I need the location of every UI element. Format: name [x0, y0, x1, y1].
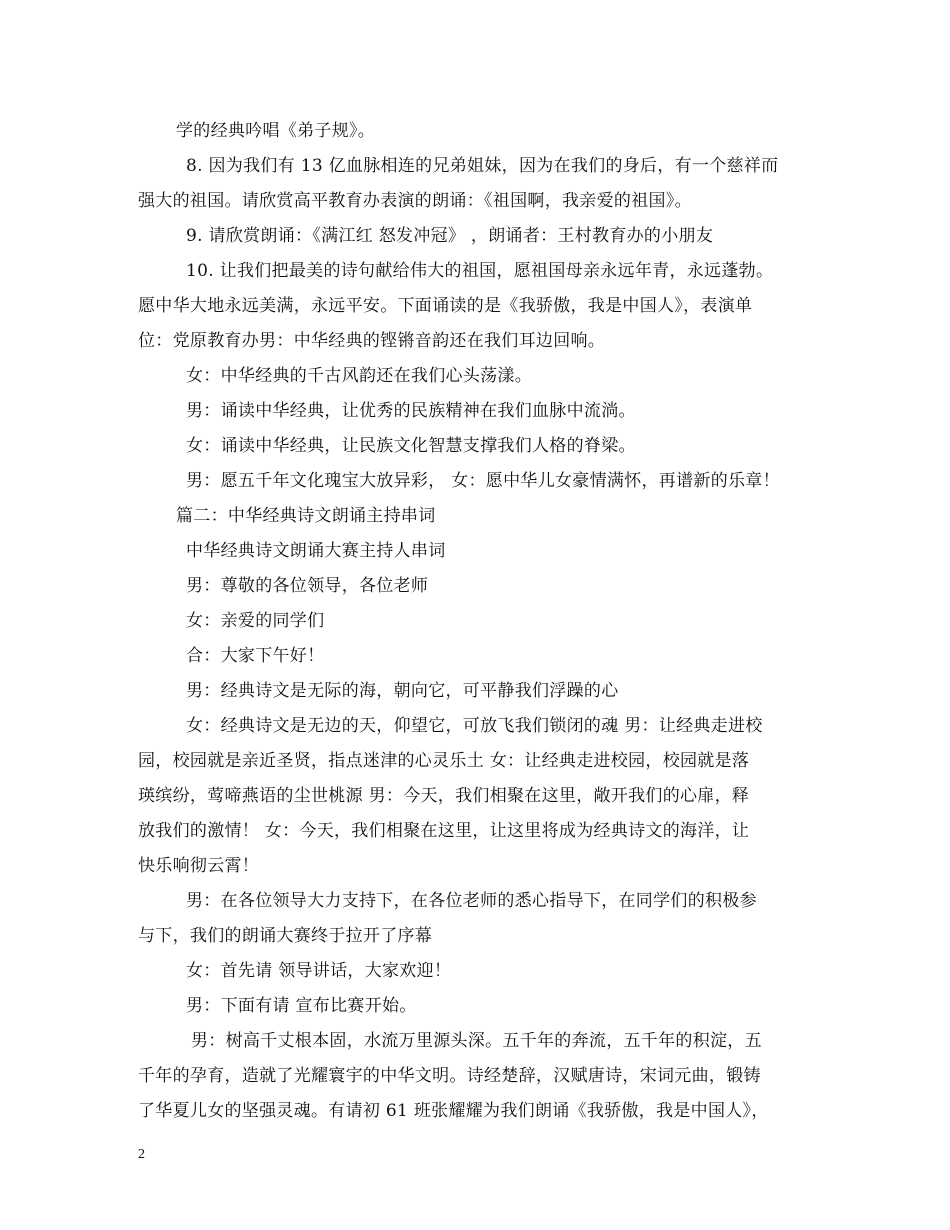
text-line: 男：诵读中华经典，让优秀的民族精神在我们血脉中流淌。	[186, 401, 636, 421]
text-line: 男：愿五千年文化瑰宝大放异彩， 女：愿中华儿女豪情满怀，再谱新的乐章！	[186, 471, 780, 491]
document-title: 中华经典诗文朗诵大赛主持人串词	[186, 541, 446, 561]
text-line: 女：中华经典的千古风韵还在我们心头荡漾。	[186, 366, 532, 386]
page-number: 2	[138, 1147, 145, 1162]
text-line: 8. 因为我们有 13 亿血脉相连的兄弟姐妹，因为在我们的身后，有一个慈祥而	[186, 156, 779, 176]
text-line: 9. 请欣赏朗诵：《满江红 怒发冲冠》 ，朗诵者：王村教育办的小朋友	[186, 226, 714, 246]
text-line: 千年的孕育，造就了光耀寰宇的中华文明。诗经楚辞，汉赋唐诗，宋词元曲，锻铸	[138, 1066, 761, 1086]
text-line: 男：下面有请 宣布比赛开始。	[186, 996, 417, 1016]
text-line: 男：尊敬的各位领导，各位老师	[186, 576, 429, 596]
text-line: 放我们的激情！ 女：今天，我们相聚在这里，让这里将成为经典诗文的海洋，让	[138, 821, 750, 841]
text-line: 女：经典诗文是无边的天，仰望它，可放飞我们锁闭的魂 男：让经典走进校	[186, 716, 763, 736]
text-line: 女：首先请 领导讲话，大家欢迎！	[186, 961, 452, 981]
text-line: 位：党原教育办男：中华经典的铿锵音韵还在我们耳边回响。	[138, 331, 606, 351]
text-line: 男：在各位领导大力支持下，在各位老师的悉心指导下，在同学们的积极参	[186, 891, 757, 911]
text-line: 瑛缤纷，莺啼燕语的尘世桃源 男：今天，我们相聚在这里，敞开我们的心扉，释	[138, 786, 750, 806]
text-line: 强大的祖国。请欣赏高平教育办表演的朗诵：《祖国啊，我亲爱的祖国》。	[138, 191, 692, 211]
text-line: 男：经典诗文是无际的海，朝向它，可平静我们浮躁的心	[186, 681, 619, 701]
text-line: 与下，我们的朗诵大赛终于拉开了序幕	[138, 926, 433, 946]
text-line: 男：树高千丈根本固，水流万里源头深。五千年的奔流，五千年的积淀，五	[191, 1031, 762, 1051]
text-line: 了华夏儿女的坚强灵魂。有请初 61 班张耀耀为我们朗诵《我骄傲，我是中国人》，	[138, 1101, 769, 1121]
text-line: 合：大家下午好！	[186, 646, 325, 666]
text-line: 快乐响彻云霄！	[138, 856, 260, 876]
section-heading: 篇二：中华经典诗文朗诵主持串词	[176, 506, 436, 526]
text-line: 10. 让我们把最美的诗句献给伟大的祖国，愿祖国母亲永远年青，永远蓬勃。	[186, 261, 774, 281]
text-line: 学的经典吟唱《弟子规》。	[176, 121, 376, 141]
text-line: 女：亲爱的同学们	[186, 611, 325, 631]
text-line: 愿中华大地永远美满，永远平安。下面诵读的是《我骄傲，我是中国人》，表演单	[138, 296, 753, 316]
text-line: 园，校园就是亲近圣贤，指点迷津的心灵乐土 女：让经典走进校园，校园就是落	[138, 751, 750, 771]
text-line: 女：诵读中华经典，让民族文化智慧支撑我们人格的脊梁。	[186, 436, 636, 456]
